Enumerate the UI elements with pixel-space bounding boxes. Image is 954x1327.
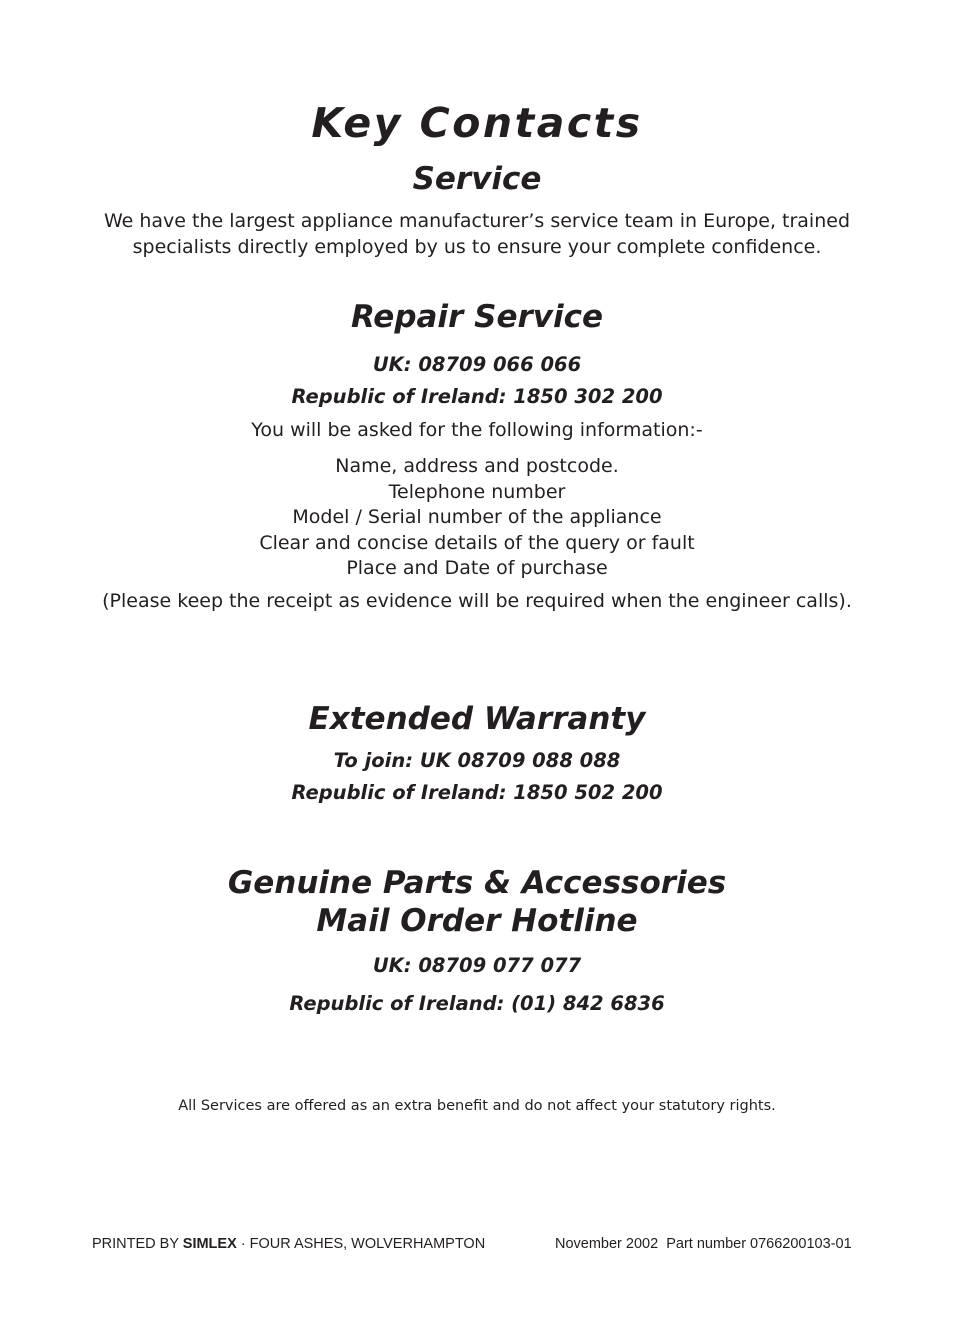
list-item: Clear and concise details of the query or fault bbox=[259, 531, 695, 554]
warranty-phone-roi: Republic of Ireland: 1850 502 200 bbox=[291, 781, 663, 804]
list-item: Telephone number bbox=[388, 480, 566, 503]
print-info bbox=[555, 1235, 852, 1253]
service-description bbox=[0, 208, 954, 260]
parts-phone-roi: Republic of Ireland: (01) 842 6836 bbox=[289, 992, 665, 1015]
service-description-line: specialists directly employed by us to ensure your complete confidence. bbox=[132, 236, 822, 258]
repair-phone-numbers bbox=[0, 349, 954, 413]
list-item: Place and Date of purchase bbox=[346, 557, 608, 579]
printer-location: · FOUR ASHES, WOLVERHAMPTON bbox=[236, 1236, 486, 1252]
page-title: Key Contacts bbox=[311, 99, 643, 147]
receipt-note: (Please keep the receipt as evidence will be required when the engineer calls). bbox=[102, 590, 852, 612]
statutory-rights-note: All Services are offered as an extra benefit and do not affect your statutory rights. bbox=[178, 1098, 776, 1114]
parts-heading bbox=[0, 864, 954, 940]
repair-info-lead: You will be asked for the following information:- bbox=[251, 419, 703, 441]
repair-service-heading: Repair Service bbox=[350, 299, 604, 335]
printer-credit bbox=[92, 1235, 485, 1253]
parts-heading-line: Mail Order Hotline bbox=[316, 903, 638, 939]
parts-phone-numbers bbox=[0, 947, 954, 1023]
service-description-line: We have the largest appliance manufacturer’s service team in Europe, trained bbox=[103, 210, 851, 232]
warranty-phone-uk: To join: UK 08709 088 088 bbox=[333, 749, 621, 772]
repair-phone-uk: UK: 08709 066 066 bbox=[372, 353, 582, 376]
warranty-phone-numbers bbox=[0, 745, 954, 809]
printer-name: SIMLEX bbox=[182, 1236, 237, 1252]
list-item: Model / Serial number of the appliance bbox=[292, 506, 662, 528]
list-item: Name, address and postcode. bbox=[335, 455, 619, 477]
part-number: Part number 0766200103-01 bbox=[666, 1236, 852, 1252]
parts-phone-uk: UK: 08709 077 077 bbox=[372, 954, 582, 977]
repair-phone-roi: Republic of Ireland: 1850 302 200 bbox=[291, 385, 663, 408]
extended-warranty-heading: Extended Warranty bbox=[308, 701, 646, 737]
required-info-list bbox=[0, 454, 954, 582]
parts-heading-line: Genuine Parts & Accessories bbox=[227, 865, 727, 901]
service-heading: Service bbox=[412, 161, 542, 197]
print-date: November 2002 bbox=[555, 1236, 659, 1252]
printed-by-label: PRINTED BY bbox=[92, 1236, 183, 1252]
